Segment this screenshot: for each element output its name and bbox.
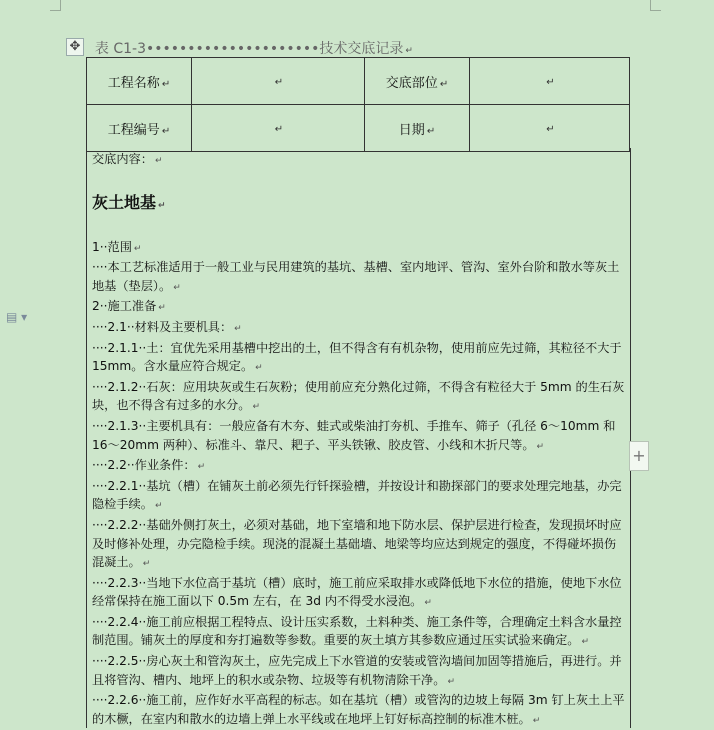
body-paragraph: ····2.1.3··主要机具有：一般应备有木夯、蛙式或柴油打夯机、手推车、筛子（孔径 6～10mm 和 16～20mm 两种）、标准斗、靠尺、耙子、平头铁锹、胶皮管、小线和木折尺等。 ↵ [92, 418, 616, 452]
project-info-table [86, 57, 630, 152]
body-paragraph: ····2.2··作业条件： ↵ [92, 458, 206, 473]
body-paragraph: ····2.2.5··房心灰土和管沟灰土，应先完成上下水管道的安装或管沟墙间加固等措施后，再进行。并且将管沟、槽内、地坪上的积水或杂物、垃圾等有机物清除干净。 ↵ [92, 654, 622, 687]
cell-project-name-value[interactable]: ↵ [192, 58, 365, 105]
content-cell[interactable] [86, 148, 631, 728]
content-body [92, 238, 626, 730]
body-paragraph: ····2.2.6··施工前，应作好水平高程的标志。如在基坑（槽）或管沟的边坡上每隔 3m 钉上灰土上平的木橛，在室内和散水的边墙上弹上水平线或在地坪上钉好标高控制的标准木桩。 ↵ [92, 693, 625, 726]
cell-project-number-label[interactable]: 工程编号 ↵ [87, 105, 192, 152]
page-title: 表 C1-3•••••••••••••••••••••技术交底记录 ↵ [94, 41, 413, 57]
body-paragraph: ····2.1··材料及主要机具： ↵ [92, 319, 242, 334]
body-paragraph: ····2.1.2··石灰：应用块灰或生石灰粉；使用前应充分熟化过筛，不得含有粒径大于 5mm 的生石灰块，也不得含有过多的水分。 ↵ [92, 379, 625, 413]
table-row [87, 105, 630, 152]
body-paragraph: ····2.2.3··当地下水位高于基坑（槽）底时，施工前应采取排水或降低地下水位的措施，使地下水位经常保持在施工面以下 0.5m 左右，在 3d 内不得受水浸泡。 ↵ [92, 575, 622, 609]
table-row [87, 58, 630, 105]
document-outline-icon[interactable]: ▤ ▾ [6, 310, 28, 324]
table-move-handle-icon[interactable]: ✥ [66, 38, 84, 56]
body-paragraph: ····本工艺标准适用于一般工业与民用建筑的基坑、基槽、室内地评、管沟、室外台阶和散水等灰土地基（垫层）。 ↵ [92, 260, 620, 293]
cell-project-number-value[interactable]: ↵ [192, 105, 365, 152]
body-paragraph: ····2.2.2··基础外侧打灰土，必须对基础，地下室墙和地下防水层、保护层进行检查，发现损坏时应及时修补处理，办完隐检手续。现浇的混凝土基础墙、地梁等均应达到规定的强度，不得碰坏损伤混凝土。 ↵ [92, 517, 622, 570]
cell-location-value[interactable]: ↵ [470, 58, 630, 105]
page-corner-mark-left [50, 0, 61, 11]
cell-project-name-label[interactable]: 工程名称 ↵ [87, 58, 192, 105]
body-paragraph: ····2.2.1··基坑（槽）在铺灰土前必须先行钎探验槽，并按设计和勘探部门的要求处理完地基，办完隐检手续。 ↵ [92, 478, 622, 512]
body-paragraph: ····2.1.1··土：宜优先采用基槽中挖出的土，但不得含有有机杂物，使用前应先过筛，其粒径不大于 15mm。含水量应符合规定。 ↵ [92, 340, 622, 374]
cell-date-value[interactable]: ↵ [470, 105, 630, 152]
body-paragraph: 1··范围 ↵ [92, 239, 142, 254]
content-label: 交底内容： ↵ [92, 152, 163, 166]
section-heading: 灰土地基 ↵ [92, 192, 166, 212]
cell-date-label[interactable]: 日期 ↵ [365, 105, 470, 152]
cell-location-label[interactable]: 交底部位 ↵ [365, 58, 470, 105]
body-paragraph: ····2.2.4··施工前应根据工程特点、设计压实系数，土料种类、施工条件等，合理确定土料含水量控制范围。铺灰土的厚度和夯打遍数等参数。重要的灰土填方其参数应通过压实试验来确定。 ↵ [92, 614, 622, 648]
add-column-button[interactable]: + [629, 441, 649, 471]
page-corner-mark-right [650, 0, 661, 11]
body-paragraph: 2··施工准备 ↵ [92, 299, 166, 314]
